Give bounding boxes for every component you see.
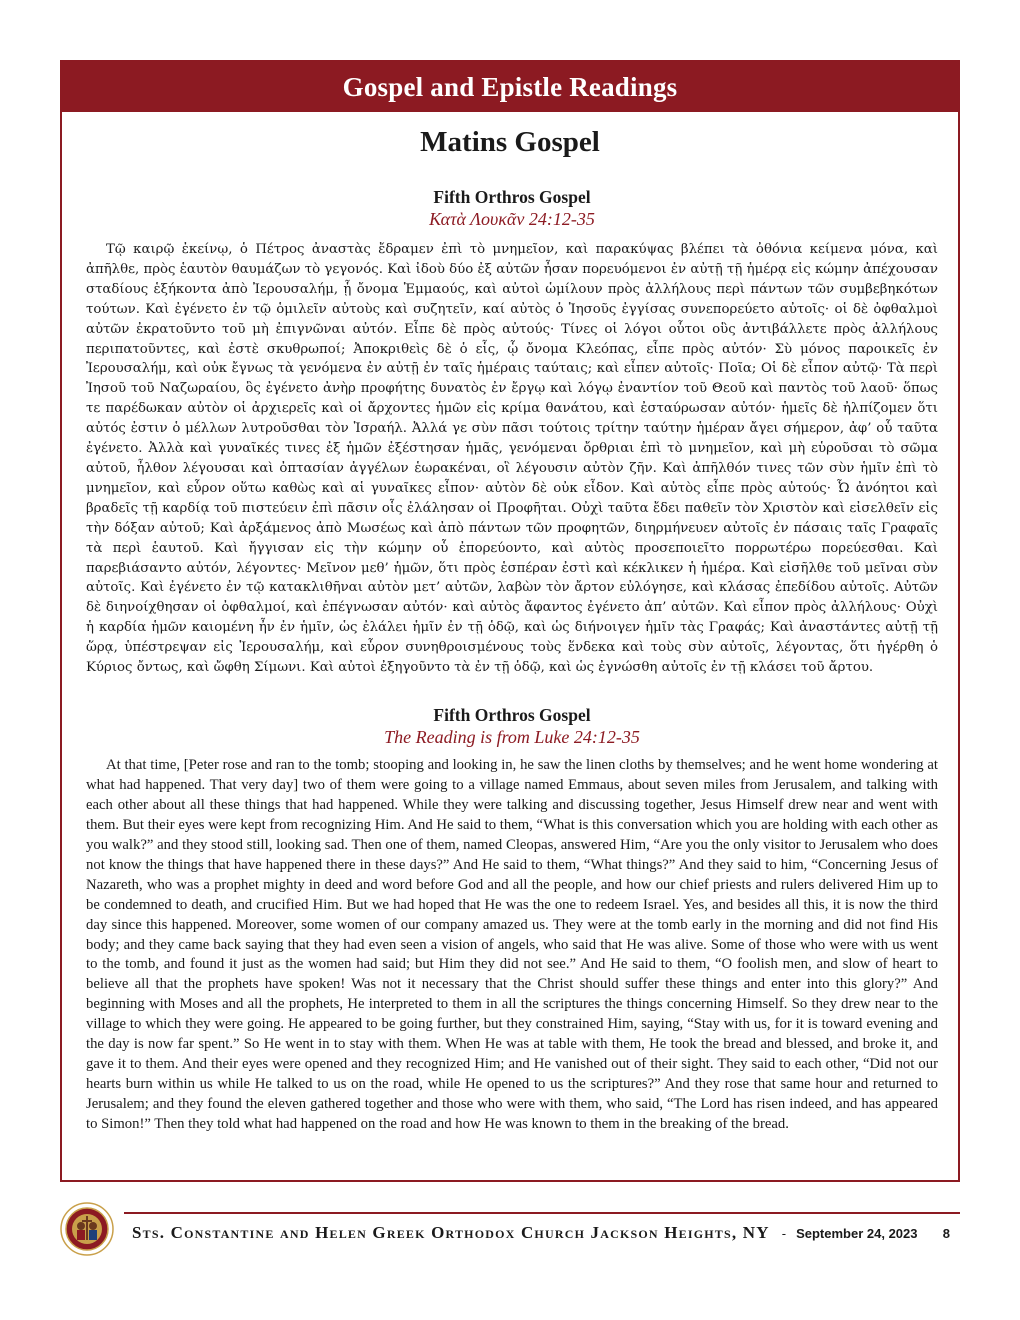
footer-separator: - [781,1226,787,1241]
church-name: Sts. Constantine and Helen Greek Orthodox Church Jackson Heights, NY [132,1223,770,1242]
english-reading-reference: The Reading is from Luke 24:12-35 [384,726,640,747]
english-reading-text: At that time, [Peter rose and ran to the tomb; stooping and looking in, he saw the linen cloths by themselves; and he went home wondering at what had happened. That very day] two of them were going to a village named Emmaus, about seven miles from Jerusalem, and talking with each other about all these things that had happened. While they were talking and discussing together, Jesus Himself drew near and went with them. But their eyes were kept from recognizing Him. And He said to them, “What is this conversation which you are holding with each other as you walk?” and they stood still, looking sad. Then one of them, named Cleopas, answered Him, “Are you the only visitor to Jerusalem who does not know the things that have happened there in these days?” And He said to them, “What things?” And they said to him, “Concerning Jesus of Nazareth, who was a prophet mighty in deed and word before God and all the people, and how our chief priests and rulers delivered Him up to be condemned to death, and crucified Him. But we had hoped that He was the one to redeem Israel. Yes, and besides all this, it is now the third day since this happened. Moreover, some women of our company amazed us. They were at the tomb early in the morning and did not find His body; and they came back saying that they had even seen a vision of angels, who said that He was alive. Some of those who were with us went to the tomb, and found it just as the women had said; but Him they did not see.” And He said to them, “O foolish men, and slow of heart to believe all that the prophets have spoken! Was not it necessary that the Christ should suffer these things and enter into this glory?” And beginning with Moses and all the prophets, He interpreted to them in all the scriptures the things concerning Himself. So they drew near to the village to which they were going. He appeared to be going further, but they constrained Him, saying, “Stay with us, for it is toward evening and the day is now far spent.” So He went in to stay with them. When He was at table with them, He took the bread and blessed, and broke it, and gave it to them. And their eyes were opened and they recognized Him; and He vanished out of their sight. They said to each other, “Did not our hearts burn within us while He talked to us on the road, while He opened to us the scriptures?” And they rose that same hour and returned to Jerusalem; and they found the eleven gathered together and those who were with them, who said, “The Lord has risen indeed, and has appeared to Simon!” Then they told what had happened on the road and how He was known to them in the breaking of the bread. [86,756,938,1133]
greek-reading [62,186,958,678]
banner-title: Gospel and Epistle Readings [342,71,678,102]
church-seal-icon [60,1202,114,1256]
page-banner [62,62,958,112]
english-reading-header [86,704,938,748]
page-footer [0,1190,1020,1270]
greek-reading-text: Τῷ καιρῷ ἐκείνῳ, ὁ Πέτρος ἀναστὰς ἔδραμεν ἐπὶ τὸ μνημεῖον, καὶ παρακύψας βλέπει τὰ ὀθόνια κείμενα μόνα, καὶ ἀπῆλθε, πρὸς ἑαυτὸν θαυμάζων τὸ γεγονός. Καὶ ἰδοὺ δύο ἐξ αὐτῶν ἦσαν πορευόμενοι ἐν αὐτῇ τῇ ἡμέρᾳ εἰς κώμην ἀπέχουσαν σταδίους ἑξήκοντα ἀπὸ Ἰερουσαλήμ, ᾗ ὄνομα Ἐμμαούς, καὶ αὐτοὶ ὡμίλουν πρὸς ἀλλήλους περὶ πάντων τῶν συμβεβηκότων τούτων. Καὶ ἐγένετο ἐν τῷ ὁμιλεῖν αὐτοὺς καὶ συζητεῖν, καί αὐτὸς ὁ Ἰησοῦς ἐγγίσας συνεπορεύετο αὐτοῖς· οἱ δὲ ὀφθαλμοὶ αὐτῶν ἐκρατοῦντο τοῦ μὴ ἐπιγνῶναι αὐτόν. Εἶπε δὲ πρὸς αὐτούς· Τίνες οἱ λόγοι οὗτοι οὓς ἀντιβάλλετε πρὸς ἀλλήλους περιπατοῦντες, καὶ ἐστὲ σκυθρωποί; Ἀποκριθεὶς δὲ ὁ εἷς, ᾧ ὄνομα Κλεόπας, εἶπε πρὸς αὐτόν· Σὺ μόνος παροικεῖς ἐν Ἰερουσαλήμ, καὶ οὐκ ἔγνως τὰ γενόμενα ἐν αὐτῇ ἐν ταῖς ἡμέραις ταύταις; καὶ εἶπεν αὐτοῖς· Ποῖα; Οἱ δὲ εἶπον αὐτῷ· Τὰ περὶ Ἰησοῦ τοῦ Ναζωραίου, ὃς ἐγένετο ἀνὴρ προφήτης δυνατὸς ἐν ἔργῳ καὶ λόγῳ ἐναντίον τοῦ Θεοῦ καὶ παντὸς τοῦ λαοῦ· ὅπως τε παρέδωκαν αὐτὸν οἱ ἀρχιερεῖς καὶ οἱ ἄρχοντες ἡμῶν εἰς κρίμα θανάτου, καὶ ἐσταύρωσαν αὐτόν· ἡμεῖς δὲ ἠλπίζομεν ὅτι αὐτός ἐστιν ὁ μέλλων λυτροῦσθαι τὸν Ἰσραήλ. Ἀλλά γε σὺν πᾶσι τούτοις τρίτην ταύτην ἡμέραν ἄγει σήμερον, ἀφ’ οὗ ταῦτα ἐγένετο. Ἀλλὰ καὶ γυναῖκές τινες ἐξ ἡμῶν ἐξέστησαν ἡμᾶς, γενόμεναι ὄρθριαι ἐπὶ τὸ μνημεῖον, καὶ μὴ εὑροῦσαι τὸ σῶμα αὐτοῦ, ἦλθον λέγουσαι καὶ ὀπτασίαν ἀγγέλων ἑωρακέναι, οἳ λέγουσιν αὐτὸν ζῆν. Καὶ ἀπῆλθόν τινες τῶν σὺν ἡμῖν ἐπὶ τὸ μνημεῖον, καὶ εὗρον οὕτω καθὼς καὶ αἱ γυναῖκες εἶπον· αὐτὸν δὲ οὐκ εἶδον. Καὶ αὐτὸς εἶπε πρὸς αὐτούς· Ὦ ἀνόητοι καὶ βραδεῖς τῇ καρδίᾳ τοῦ πιστεύειν ἐπὶ πᾶσιν οἷς ἐλάλησαν οἱ Προφῆται. Οὐχὶ ταῦτα ἔδει παθεῖν τὸν Χριστὸν καὶ εἰσελθεῖν εἰς τὴν δόξαν αὐτοῦ; Καὶ ἀρξάμενος ἀπὸ Μωσέως καὶ ἀπὸ πάντων τῶν προφητῶν, διηρμήνευεν αὐτοῖς ἐν πάσαις ταῖς Γραφαῖς τὰ περὶ ἑαυτοῦ. Καὶ ἤγγισαν εἰς τὴν κώμην οὗ ἐπορεύοντο, καὶ αὐτὸς προσεποιεῖτο πορρωτέρω πορεύεσθαι. Καὶ παρεβιάσαντο αὐτόν, λέγοντες· Μεῖνον μεθ’ ἡμῶν, ὅτι πρὸς ἑσπέραν ἐστὶ καὶ κέκλικεν ἡ ἡμέρα. Καὶ εἰσῆλθε τοῦ μεῖναι σὺν αὐτοῖς. Καὶ ἐγένετο ἐν τῷ κατακλιθῆναι αὐτὸν μετ’ αὐτῶν, λαβὼν τὸν ἄρτον εὐλόγησε, καὶ κλάσας ἐπεδίδου αὐτοῖς. Αὐτῶν δὲ διηνοίχθησαν οἱ ὀφθαλμοί, καὶ ἐπέγνωσαν αὐτόν· καὶ αὐτὸς ἄφαντος ἐγένετο ἀπ’ αὐτῶν. Καὶ εἶπον πρὸς ἀλλήλους· Οὐχὶ ἡ καρδία ἡμῶν καιομένη ἦν ἐν ἡμῖν, ὡς ἐλάλει ἡμῖν ἐν τῇ ὁδῷ, καὶ ὡς διήνοιγεν ἡμῖν τὰς Γραφάς; Καὶ ἀναστάντες αὐτῇ τῇ ὥρᾳ, ὑπέστρεψαν εἰς Ἰερουσαλήμ, καὶ εὗρον συνηθροισμένους τοὺς ἕνδεκα καὶ τοὺς σὺν αὐτοῖς, λέγοντας, ὅτι ἠγέρθη ὁ Κύριος ὄντως, καὶ ὤφθη Σίμωνι. Καὶ αὐτοὶ ἐξηγοῦντο τὰ ἐν τῇ ὁδῷ, καὶ ὡς ἐγνώσθη αὐτοῖς ἐν τῇ κλάσει τοῦ ἄρτου. [86,242,938,676]
content-frame [60,60,960,1182]
greek-reading-title: Fifth Orthros Gospel [433,187,591,207]
greek-reading-header [86,186,938,230]
footer-text [132,1223,960,1243]
section-title: Matins Gospel [420,126,600,158]
page-number: 8 [942,1226,950,1241]
greek-reading-reference: Κατὰ Λουκᾶν 24:12-35 [429,209,595,229]
footer-rule [124,1212,960,1214]
bulletin-date: September 24, 2023 [796,1226,918,1241]
english-reading-title: Fifth Orthros Gospel [433,704,591,725]
english-reading [62,704,958,1135]
